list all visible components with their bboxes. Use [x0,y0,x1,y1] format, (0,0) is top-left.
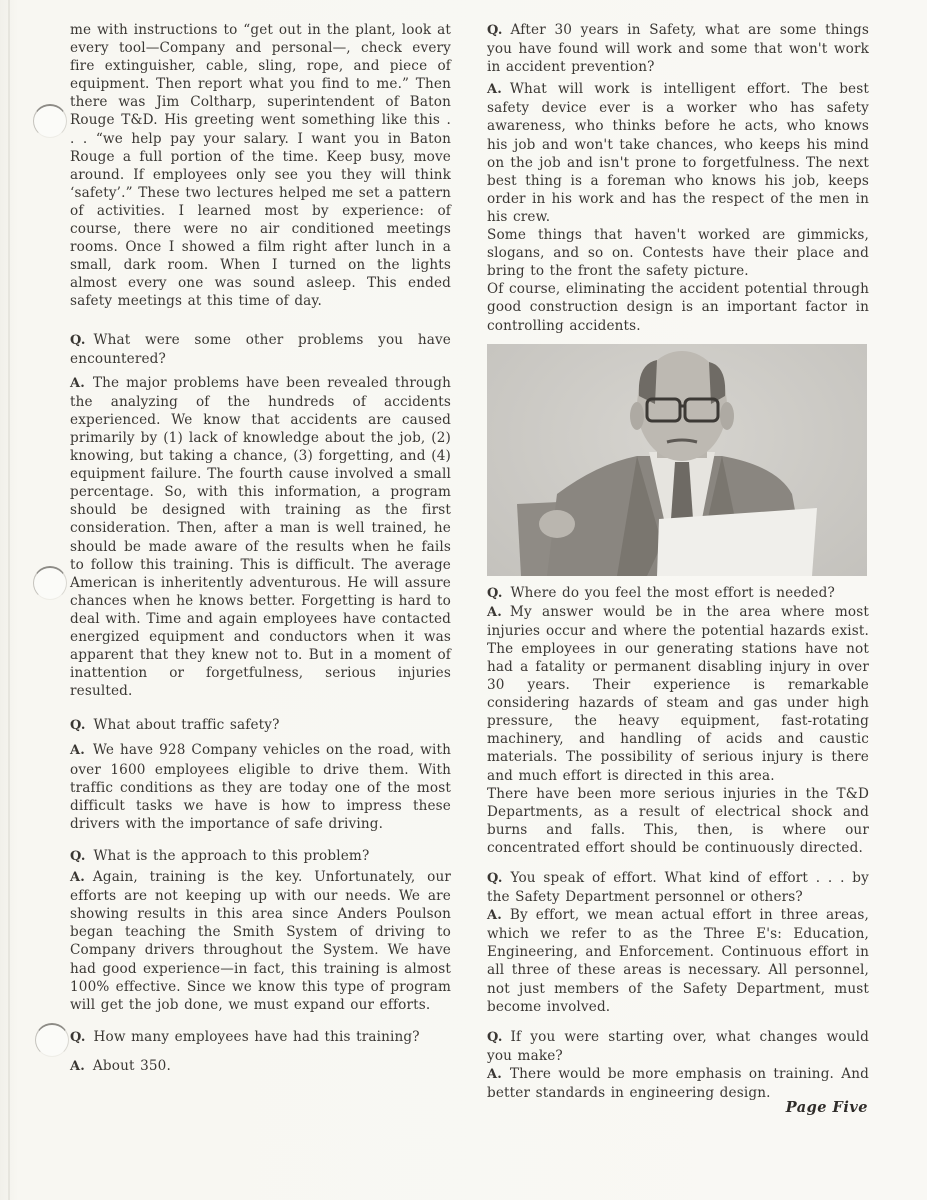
question-text: Where do you feel the most effort is needed? [510,584,835,601]
question-most-effort [487,584,869,603]
right-column [487,21,869,1102]
question-text: How many employees have had this training? [93,1028,420,1045]
answer-label: A. [487,1066,502,1082]
answer-label: A. [487,82,502,98]
left-column [70,21,451,1076]
question-label: Q. [487,585,503,601]
question-employees-trained [70,1028,451,1047]
answer-text: About 350. [92,1057,171,1074]
answer-label: A. [70,1058,85,1074]
answer-label: A. [70,870,85,886]
page-edge [8,0,10,1200]
question-label: Q. [70,1029,86,1045]
question-text: What is the approach to this problem? [93,847,370,864]
intro-paragraph: me with instructions to “get out in the plant, look at every tool—Company and personal—, check every fire extinguisher, cable, sling, rope, and piece of equipment. Then report what you find to me.” Then there was Jim Coltharp, superintendent of Baton Rouge T&D. His greeting went something like this . . . “we help pay your salary. I want you in Baton Rouge a full portion of the time. Keep busy, move around. If employees only see you they will think ‘safety’.” These two lectures helped me set a pattern of activities. I learned most by experience: of course, there were no air conditioned meetings rooms. Once I showed a film right after lunch in a small, dark room. When I turned on the lights almost every one was sound asleep. This ended safety meetings at this time of day. [70,22,451,310]
answer-text: There would be more emphasis on training. And better standards in engineering design. [487,1065,869,1102]
answer-approach [70,868,451,1014]
question-label: Q. [487,1029,503,1045]
question-text: After 30 years in Safety, what are some things you have found will work and some that won't work in accident prevention? [487,22,869,76]
question-text: If you were starting over, what changes would you make? [487,1028,869,1064]
answer-text: What will work is intelligent effort. The best safety device ever is a worker who has safety awareness, who thinks before he acts, who knows his job and won't take chances, who keeps his mind on the job and isn't prone to forgetfulness. The next best thing is a foreman who knows his job, keeps order in his work and has the respect of the men in his crew. [487,81,869,225]
answer-label: A. [70,375,85,391]
answer-employees-trained [70,1057,451,1076]
answer-what-works [487,80,869,226]
question-label: Q. [487,23,503,38]
answer-text: My answer would be in the area where most injuries occur and where the potential hazards exist. The employees in our generating stations have not had a fatality or permanent disabling injury in over 30 years. Their experience is remarkable considering hazards of steam and gas under high pressure, the heavy equipment, fast-rotating machinery, and handling of acids and caustic materials. The possibility of serious injury is there and much effort is directed in this area. [487,603,869,784]
answer-text: We have 928 Company vehicles on the road, with over 1600 employees eligible to drive them. With traffic conditions as they are today one of the most difficult tasks we have is how to impress these drivers with the importance of safe driving. [70,742,451,832]
answer-starting-over [487,1065,869,1102]
question-traffic-safety [70,716,451,735]
answer-most-effort [487,603,869,785]
answer-label: A. [487,604,502,620]
question-text: You speak of effort. What kind of effort . . . by the Safety Department personnel or others? [487,870,869,906]
answer-other-problems [70,374,451,701]
answer-most-effort-p2: There have been more serious injuries in the T&D Departments, as a result of electrical shock and burns and falls. This, then, is where our concentrated effort should be continuously directed. [487,785,869,856]
answer-what-works-p3: Of course, eliminating the accident potential through good construction design is an important factor in controlling accidents. [487,281,869,334]
question-label: Q. [70,718,86,734]
answer-text: By effort, we mean actual effort in three areas, which we refer to as the Three E's: Education, Engineering, and Enforcement. Continuous effort in all three of these areas is necessary. All personnel, not just members of the Safety Department, must become involved. [487,907,869,1015]
answer-label: A. [487,908,502,924]
punch-hole-bottom [35,1023,69,1057]
question-approach [70,847,451,866]
question-kind-of-effort [487,869,869,906]
answer-text: The major problems have been revealed through the analyzing of the hundreds of accidents experienced. We know that accidents are caused primarily by (1) lack of knowledge about the job, (2) knowing, but taking a chance, (3) forgetting, and (4) equipment failure. The fourth cause involved a small percentage. So, with this information, a program should be designed with training as the first consideration. Then, after a man is well trained, he should be made aware of the results when he fails to follow this training. This is difficult. The average American is inheritently adventurous. He will assure chances when he knows better. Forgetting is hard to deal with. Time and again employees have contacted energized equipment and conductors when it was apparent that they knew not to. But in a moment of inattention or forgetfulness, serious injuries resulted. [70,374,451,700]
question-text: What were some other problems you have encountered? [70,331,451,367]
question-what-works [487,21,869,76]
answer-kind-of-effort [487,906,869,1016]
answer-traffic-safety [70,741,451,832]
question-other-problems [70,331,451,368]
question-label: Q. [487,871,503,886]
photo-illustration [487,344,867,576]
portrait-photo [487,344,867,576]
answer-label: A. [70,743,85,759]
question-label: Q. [70,332,86,348]
answer-text: Again, training is the key. Unfortunately, our efforts are not keeping up with our needs. We are showing results in this area since Anders Poulson began teaching the Smith System of driving to Company drivers throughout the System. We have had good experience—in fact, this training is almost 100% effective. Since we know this type of program will get the job done, we must expand our efforts. [70,869,451,1013]
answer-what-works-p2: Some things that haven't worked are gimmicks, slogans, and so on. Contests have their place and bring to the front the safety picture. [487,227,869,280]
punch-hole-middle [33,566,67,600]
question-label: Q. [70,848,86,864]
question-text: What about traffic safety? [93,717,280,734]
punch-hole-top [33,104,67,138]
question-starting-over [487,1028,869,1065]
page-number: Page Five [785,1099,868,1116]
